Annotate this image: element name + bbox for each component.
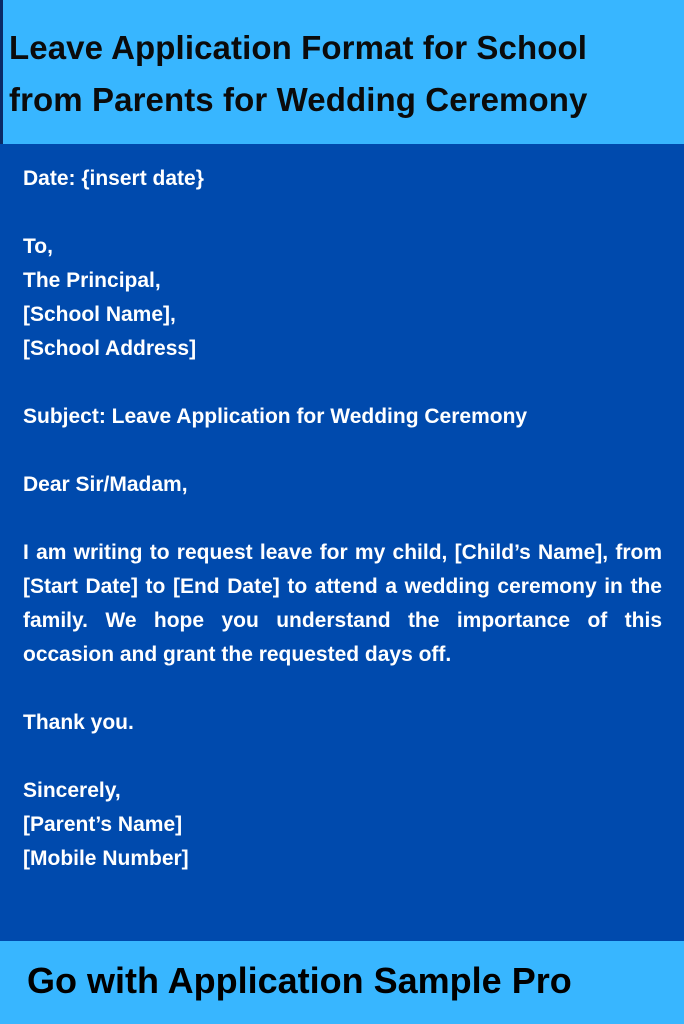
page-title	[9, 22, 679, 126]
letter-school-address: [School Address]	[23, 337, 197, 360]
blank-line	[23, 434, 662, 468]
letter-mobile-number: [Mobile Number]	[23, 847, 189, 870]
letter-date: Date: {insert date}	[23, 167, 204, 190]
blank-line	[23, 672, 662, 706]
letter-closing: Sincerely,	[23, 779, 121, 802]
letter-to: To,	[23, 235, 53, 258]
letter-salutation: Dear Sir/Madam,	[23, 473, 188, 496]
letter-school-name: [School Name],	[23, 303, 176, 326]
letter-body	[23, 162, 662, 876]
title-banner	[0, 0, 684, 144]
page-title-line-2: from Parents for Wedding Ceremony	[9, 81, 588, 118]
letter-paragraph: I am writing to request leave for my child, [Child’s Name], from [Start Date] to [End Date] to attend a wedding ceremony in the family. We hope you understand the importance of this occasion and grant the requested days off.	[23, 541, 662, 666]
blank-line	[23, 366, 662, 400]
blank-line	[23, 740, 662, 774]
letter-thanks: Thank you.	[23, 711, 134, 734]
letter-recipient: The Principal,	[23, 269, 161, 292]
blank-line	[23, 196, 662, 230]
blank-line	[23, 502, 662, 536]
footer-banner	[0, 941, 684, 1024]
page-title-line-1: Leave Application Format for School	[9, 29, 588, 66]
footer-brand-text: Go with Application Sample Pro	[27, 960, 572, 1001]
letter-subject: Subject: Leave Application for Wedding Ceremony	[23, 405, 528, 428]
letter-parent-name: [Parent’s Name]	[23, 813, 183, 836]
